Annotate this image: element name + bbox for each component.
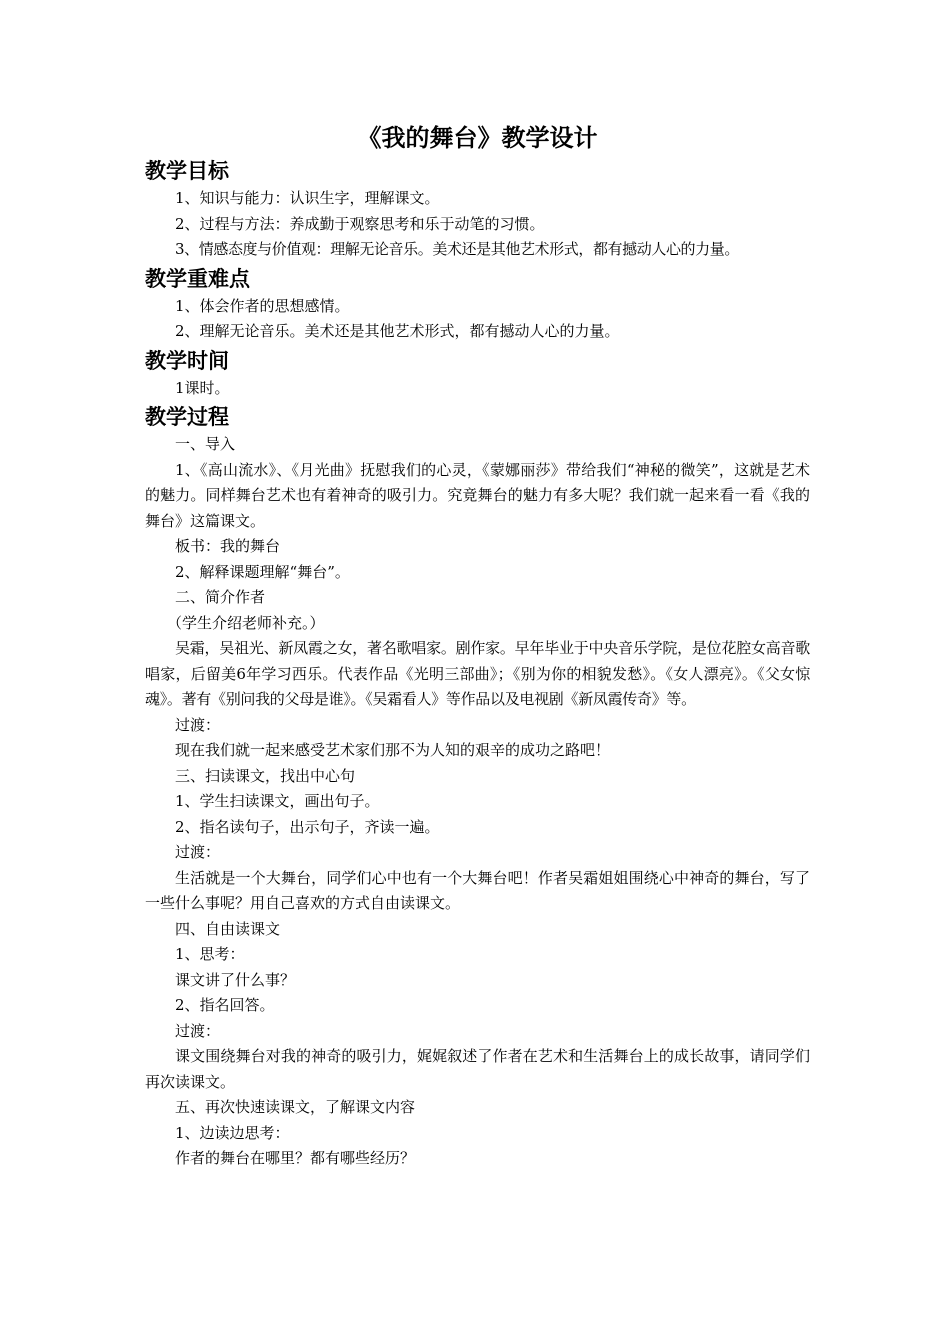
section-heading: 教学过程	[145, 404, 229, 429]
paragraph: 一、导入	[175, 435, 236, 453]
paragraph: 过渡：	[175, 843, 221, 861]
section-key-points	[145, 263, 810, 345]
document-page	[145, 0, 810, 1172]
paragraph: 五、再次快速读课文，了解课文内容	[175, 1098, 416, 1116]
paragraph: 1课时。	[175, 378, 230, 397]
paragraph: 二、简介作者	[175, 588, 266, 606]
section-heading: 教学目标	[145, 158, 229, 183]
section-heading: 教学时间	[145, 347, 229, 373]
paragraph: 三、扫读课文，找出中心句	[175, 766, 356, 785]
paragraph: 四、自由读课文	[175, 919, 281, 938]
paragraph: 过渡：	[175, 715, 221, 734]
section-heading: 教学重难点	[145, 265, 250, 291]
paragraph: 1、《高山流水》、《月光曲》抚慰我们的心灵，《蒙娜丽莎》带给我们“神秘的微笑”，这就是艺术的魅力。同样舞台艺术也有着神奇的吸引力。究竟舞台的魅力有多大呢？我们就一起来看一看《我的舞台》这篇课文。	[145, 460, 810, 530]
section-goals	[145, 155, 810, 263]
paragraph: 1、边读边思考：	[175, 1123, 290, 1142]
paragraph: 生活就是一个大舞台，同学们心中也有一个大舞台吧！作者吴霜姐姐围绕心中神奇的舞台，写了一些什么事呢？用自己喜欢的方式自由读课文。	[145, 868, 810, 912]
paragraph: 2、指名回答。	[175, 996, 275, 1014]
paragraph: 1、知识与能力：认识生字，理解课文。	[175, 189, 440, 207]
paragraph: 2、理解无论音乐。美术还是其他艺术形式，都有撼动人心的力量。	[175, 322, 620, 340]
paragraph: 1、体会作者的思想感情。	[175, 296, 350, 315]
paragraph: 课文讲了什么事？	[175, 970, 296, 989]
document-title: 《我的舞台》教学设计	[357, 123, 598, 152]
paragraph: 2、过程与方法：养成勤于观察思考和乐于动笔的习惯。	[175, 214, 545, 233]
paragraph: （学生介绍老师补充。）	[167, 613, 325, 632]
paragraph: 2、解释课题理解“舞台”。	[175, 562, 350, 581]
paragraph: 课文围绕舞台对我的神奇的吸引力，娓娓叙述了作者在艺术和生活舞台上的成长故事，请同学们再次读课文。	[145, 1047, 810, 1091]
section-time	[145, 345, 810, 402]
paragraph: 3、情感态度与价值观：理解无论音乐。美术还是其他艺术形式，都有撼动人心的力量。	[175, 240, 739, 258]
paragraph: 过渡：	[175, 1021, 221, 1040]
paragraph: 作者的舞台在哪里？都有哪些经历？	[175, 1149, 416, 1167]
paragraph: 吴霜，吴祖光、新凤霞之女，著名歌唱家。剧作家。早年毕业于中央音乐学院，是位花腔女高音歌唱家，后留美6年学习西乐。代表作品《光明三部曲》；《别为你的相貌发愁》。《女人漂亮》。《父女惊魂》。著有《别问我的父母是谁》。《吴霜看人》等作品以及电视剧《新凤霞传奇》等。	[145, 639, 810, 708]
paragraph: 现在我们就一起来感受艺术家们那不为人知的艰辛的成功之路吧！	[175, 741, 611, 759]
paragraph: 1、学生扫读课文，画出句子。	[175, 792, 380, 810]
paragraph: 2、指名读句子，出示句子，齐读一遍。	[175, 817, 440, 836]
section-process	[145, 401, 810, 1172]
paragraph: 板书：我的舞台	[175, 537, 281, 555]
paragraph: 1、思考：	[175, 945, 245, 963]
